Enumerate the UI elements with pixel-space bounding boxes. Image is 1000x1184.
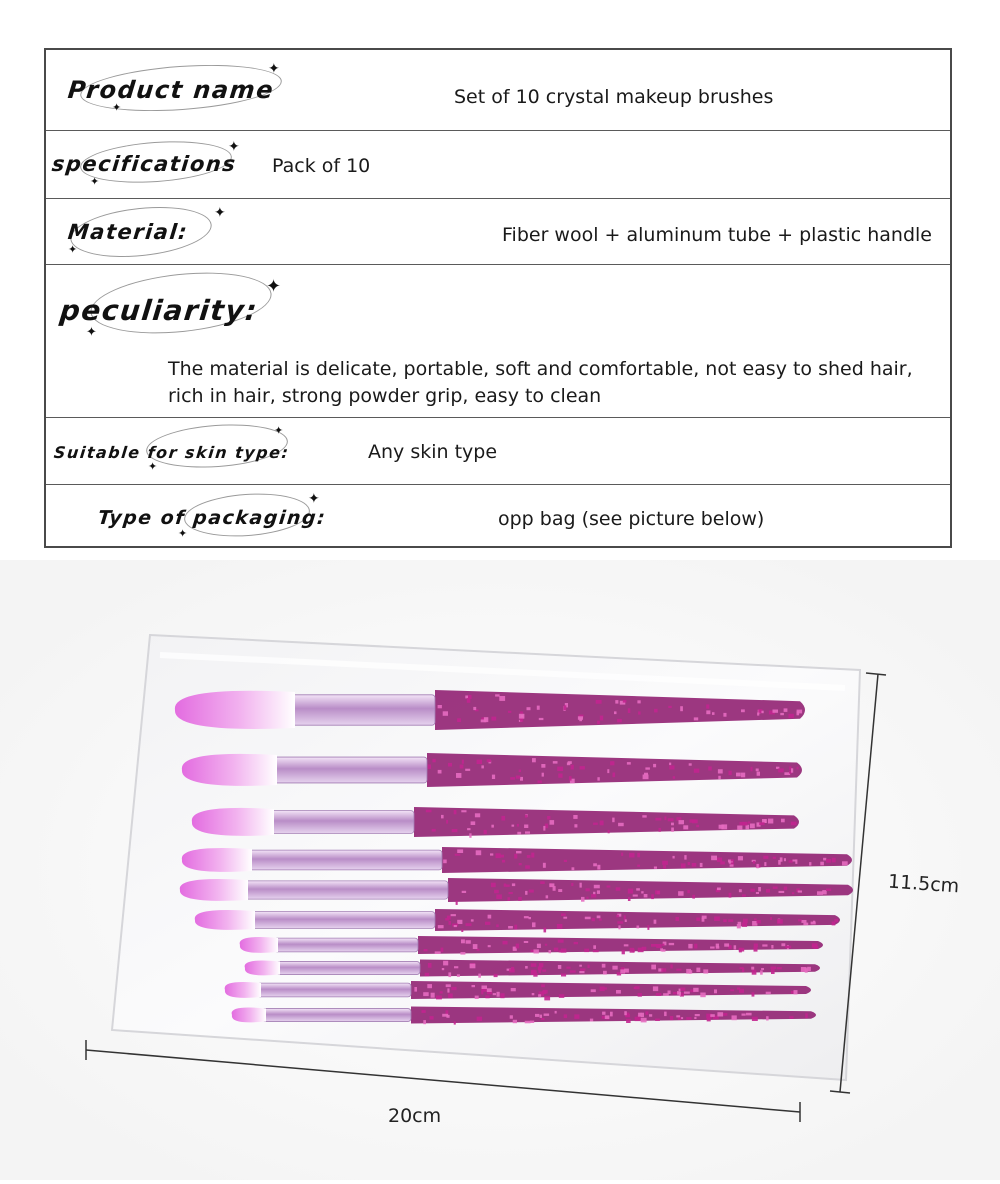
brush-ferrule (248, 850, 442, 870)
skin-type-value: Any skin type (368, 441, 498, 463)
peculiarity-value-line1: The material is delicate, portable, soft and comfortable, not easy to shed hair, (168, 358, 913, 380)
sparkle-icon: ✦ (228, 139, 240, 155)
sparkle-icon: ✦ (148, 460, 158, 473)
sparkle-icon: ✦ (178, 527, 188, 540)
brush-bristles (245, 961, 280, 976)
peculiarity-label: peculiarity: (58, 294, 260, 327)
packaging-value: opp bag (see picture below) (498, 508, 765, 530)
brush-bristles (232, 1008, 266, 1023)
sparkle-icon: ✦ (86, 325, 97, 340)
sparkle-icon: ✦ (68, 243, 78, 256)
brush-bristles (175, 691, 295, 729)
brush-bristles (182, 754, 277, 786)
row-specifications (46, 130, 950, 199)
brush-bristles (225, 982, 261, 998)
brush-ferrule (244, 881, 448, 899)
sparkle-icon: ✦ (112, 101, 122, 114)
sparkle-icon: ✦ (308, 491, 320, 507)
sparkle-icon: ✦ (214, 205, 226, 221)
brush-ferrule (257, 983, 411, 997)
sparkle-icon: ✦ (90, 175, 100, 188)
sparkle-icon: ✦ (268, 61, 280, 77)
brush-set-illustration (0, 560, 1000, 1180)
width-dimension-label: 20cm (388, 1105, 442, 1127)
row-product-name (46, 50, 950, 131)
sparkle-icon: ✦ (274, 424, 284, 437)
brush-ferrule (262, 1009, 411, 1022)
brush-bristles (192, 808, 274, 836)
brush-ferrule (270, 811, 414, 834)
brush-ferrule (291, 695, 435, 725)
brush-ferrule (273, 757, 427, 783)
packaging-label: Type of packaging: (96, 507, 328, 529)
brush-bristles (195, 910, 255, 930)
specifications-value: Pack of 10 (272, 155, 371, 177)
material-value: Fiber wool + aluminum tube + plastic handle (502, 224, 932, 246)
brush-ferrule (276, 962, 420, 975)
product-name-label: Product name (66, 76, 276, 104)
product-name-value: Set of 10 crystal makeup brushes (454, 86, 774, 108)
height-dimension-label: 11.5cm (887, 870, 960, 898)
brush-bristles (240, 937, 278, 953)
specifications-label: specifications (50, 152, 238, 176)
row-material (46, 198, 950, 265)
row-peculiarity (46, 264, 950, 418)
skin-type-label: Suitable for skin type: (53, 443, 291, 462)
material-label: Material: (66, 220, 190, 244)
spec-table (44, 48, 952, 548)
peculiarity-value-line2: rich in hair, strong powder grip, easy to clean (168, 385, 602, 407)
brush-bristles (182, 848, 252, 872)
brush-ferrule (274, 938, 418, 952)
row-packaging (46, 484, 950, 546)
row-skin-type (46, 417, 950, 485)
brush-ferrule (251, 912, 435, 929)
sparkle-icon: ✦ (266, 276, 282, 297)
brush-bristles (180, 879, 248, 901)
product-photo (0, 560, 1000, 1180)
